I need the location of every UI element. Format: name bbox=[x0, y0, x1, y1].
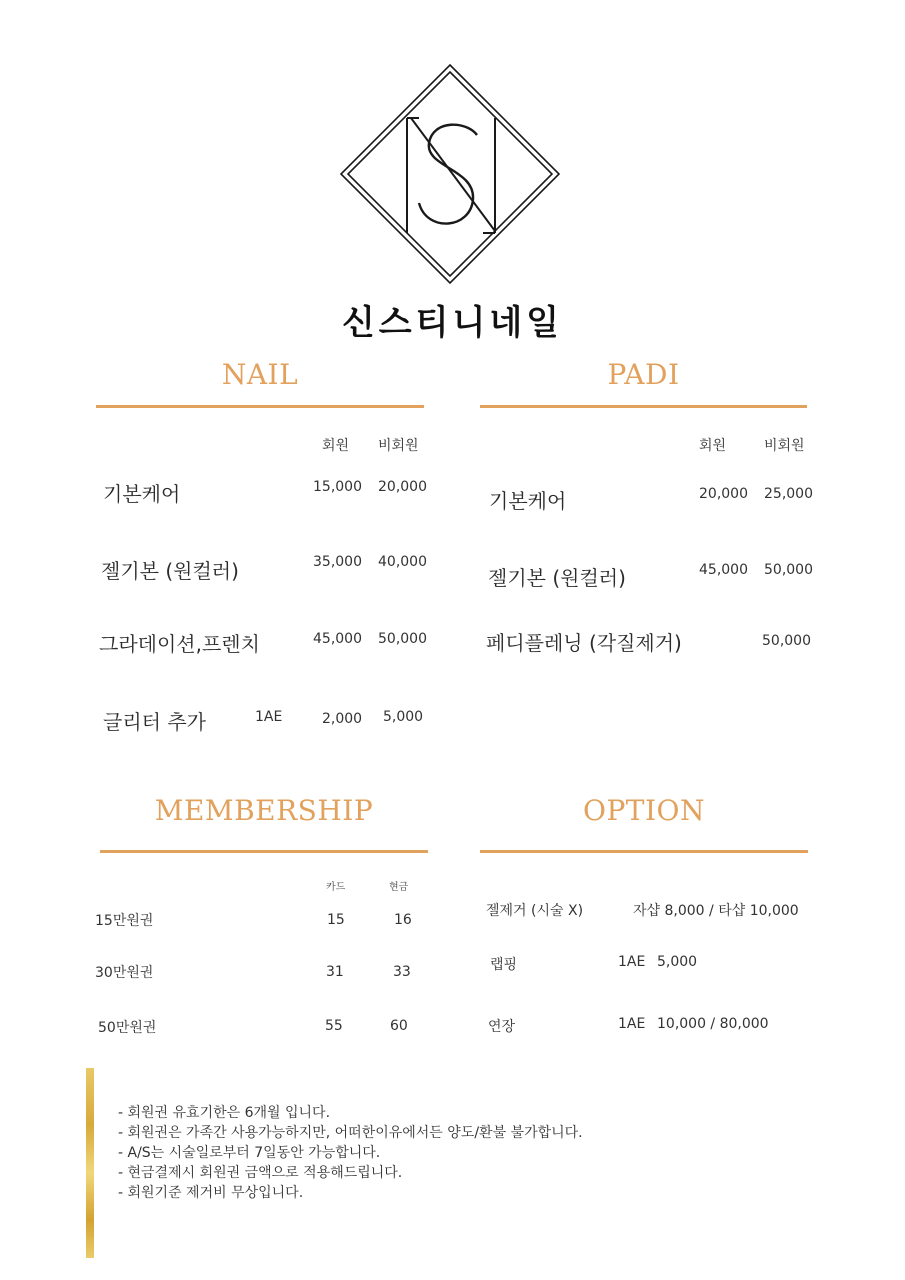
brand-logo bbox=[339, 63, 561, 285]
membership-item-cash: 60 bbox=[390, 1018, 408, 1034]
membership-item-card: 15 bbox=[327, 912, 345, 928]
membership-item-name: 30만원권 bbox=[95, 965, 154, 981]
note-item: - 회원기준 제거비 무상입니다. bbox=[118, 1185, 304, 1201]
nail-section-title: NAIL bbox=[221, 358, 299, 391]
nail-item-unit: 1AE bbox=[255, 709, 283, 725]
option-item-value: 10,000 / 80,000 bbox=[657, 1016, 769, 1032]
nail-item-nonmember-price: 5,000 bbox=[383, 709, 424, 725]
padi-item-nonmember-price: 25,000 bbox=[764, 486, 813, 502]
nail-item-name: 글리터 추가 bbox=[103, 710, 206, 734]
membership-item-card: 31 bbox=[326, 964, 344, 980]
padi-item-name: 기본케어 bbox=[489, 489, 567, 513]
note-item: - 회원권 유효기한은 6개월 입니다. bbox=[118, 1105, 331, 1121]
padi-item-member-price: 20,000 bbox=[699, 486, 748, 502]
membership-item-cash: 16 bbox=[394, 912, 412, 928]
nail-item-nonmember-price: 20,000 bbox=[378, 479, 427, 495]
option-item-name: 젤제거 (시술 X) bbox=[486, 903, 584, 919]
nail-item-member-price: 35,000 bbox=[313, 554, 362, 570]
option-item-value: 자샵 8,000 / 타샵 10,000 bbox=[633, 903, 799, 919]
nail-item-name: 기본케어 bbox=[103, 482, 181, 506]
option-item-name: 랩핑 bbox=[490, 957, 518, 973]
padi-col-nonmember: 비회원 bbox=[764, 438, 805, 454]
option-item-unit: 1AE bbox=[618, 1016, 646, 1032]
brand-name: 신스티니네일 bbox=[341, 303, 564, 343]
membership-item-cash: 33 bbox=[393, 964, 411, 980]
option-section-title: OPTION bbox=[583, 794, 705, 827]
notes-list bbox=[118, 1103, 583, 1203]
nail-item-nonmember-price: 40,000 bbox=[378, 554, 427, 570]
option-item-value: 5,000 bbox=[657, 954, 698, 970]
option-divider bbox=[480, 850, 808, 853]
membership-item-card: 55 bbox=[325, 1018, 343, 1034]
nail-col-member: 회원 bbox=[322, 438, 350, 454]
nail-item-nonmember-price: 50,000 bbox=[378, 631, 427, 647]
padi-section-title: PADI bbox=[607, 358, 680, 391]
gold-accent-bar bbox=[86, 1068, 94, 1258]
padi-item-name: 젤기본 (원컬러) bbox=[488, 566, 626, 590]
nail-col-nonmember: 비회원 bbox=[378, 438, 419, 454]
padi-item-name: 페디플레닝 (각질제거) bbox=[486, 631, 682, 655]
padi-item-nonmember-price: 50,000 bbox=[764, 562, 813, 578]
note-item: - 현금결제시 회원권 금액으로 적용해드립니다. bbox=[118, 1165, 403, 1181]
note-item: - 회원권은 가족간 사용가능하지만, 어떠한이유에서든 양도/환불 불가합니다. bbox=[118, 1125, 583, 1141]
padi-divider bbox=[480, 405, 807, 408]
nail-item-name: 그라데이션,프렌치 bbox=[99, 632, 260, 656]
padi-col-member: 회원 bbox=[699, 438, 727, 454]
nail-divider bbox=[96, 405, 424, 408]
option-item-unit: 1AE bbox=[618, 954, 646, 970]
membership-divider bbox=[100, 850, 428, 853]
note-item: - A/S는 시술일로부터 7일동안 가능합니다. bbox=[118, 1145, 381, 1161]
nail-item-name: 젤기본 (원컬러) bbox=[101, 559, 239, 583]
membership-col-cash: 현금 bbox=[389, 882, 409, 893]
membership-item-name: 50만원권 bbox=[98, 1020, 157, 1036]
padi-item-price: 50,000 bbox=[762, 633, 811, 649]
nail-item-member-price: 15,000 bbox=[313, 479, 362, 495]
membership-section-title: MEMBERSHIP bbox=[154, 794, 374, 827]
membership-item-name: 15만원권 bbox=[95, 913, 154, 929]
membership-col-card: 카드 bbox=[326, 882, 346, 893]
option-item-name: 연장 bbox=[488, 1019, 516, 1035]
nail-item-member-price: 45,000 bbox=[313, 631, 362, 647]
padi-item-member-price: 45,000 bbox=[699, 562, 748, 578]
nail-item-member-price: 2,000 bbox=[322, 711, 363, 727]
